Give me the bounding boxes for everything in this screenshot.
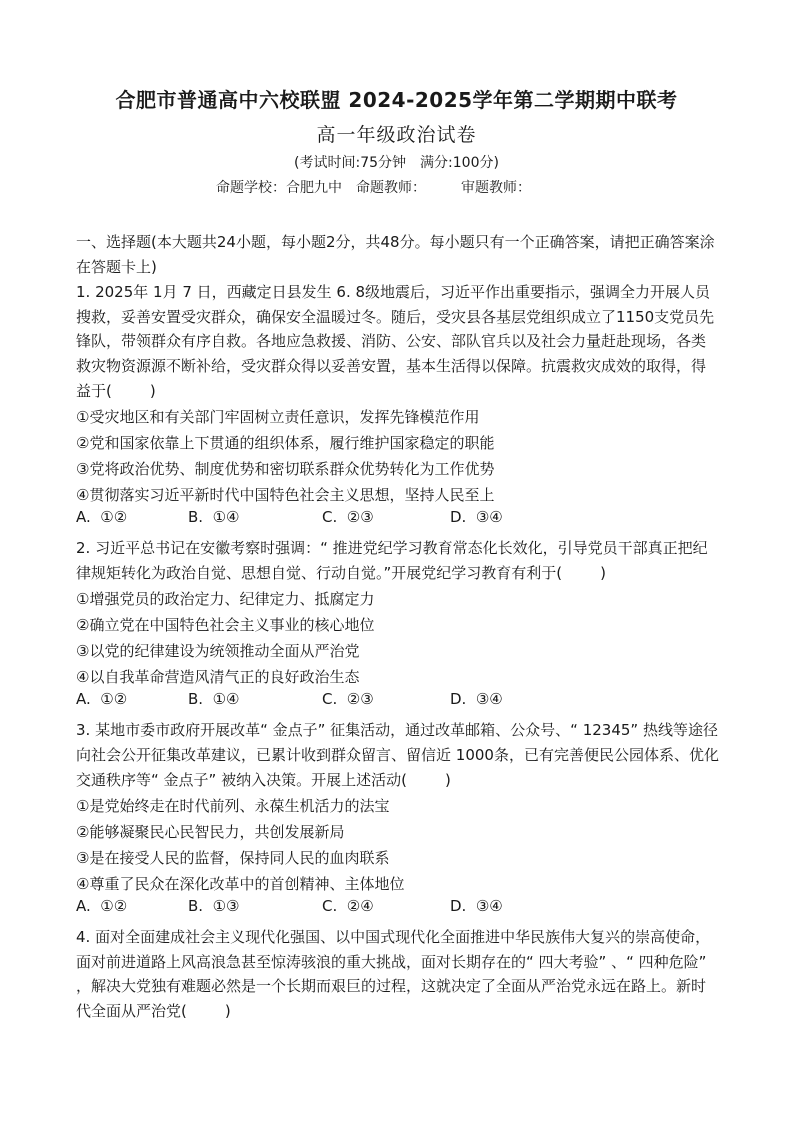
question-stem-text: 4. 面对全面建成社会主义现代化强国、以中国式现代化全面推进中华民族伟大复兴的崇高使命，面对前进道路上风高浪急甚至惊涛骇浪的重大挑战，面对长期存在的“ 四大考验” 、“ 四种危险” ，解决大党独有难题必然是一个长期而艰巨的过程，这就决定了全面从严治党永远在路上。新时代全面从严治党( [76, 928, 711, 1020]
choice-a: A. ①② [76, 897, 128, 916]
statement-option: ③党将政治优势、制度优势和密切联系群众优势转化为工作优势 [76, 460, 495, 479]
question-stem [76, 718, 720, 792]
question-stem-text: 3. 某地市委市政府开展改革“ 金点子” 征集活动，通过改革邮箱、公众号、“ 12345” 热线等途径向社会公开征集改革建议，已累计收到群众留言、留信近 1000条，已有完善便民公园体系、优化交通秩序等“ 金点子” 被纳入决策。开展上述活动( [76, 721, 719, 789]
question-stem-text: 1. 2025年 1月 7 日，西藏定日县发生 6. 8级地震后，习近平作出重要指示，强调全力开展人员搜救，妥善安置受灾群众，确保安全温暖过冬。随后，受灾县各基层党组织成立了1150支党员先锋队，带领群众有序自救。各地应急救援、消防、公安、部队官兵以及社会力量赶赴现场，各类救灾物资源源不断补给，受灾群众得以妥善安置，基本生活得以保障。抗震救灾成效的取得，得益于( [76, 283, 715, 400]
exam-content [76, 230, 720, 1024]
question-stem [76, 280, 720, 403]
choice-d: D. ③④ [450, 690, 503, 709]
choice-b: B. ①③ [188, 897, 240, 916]
answer-choices [76, 689, 720, 709]
statement-option: ①受灾地区和有关部门牢固树立责任意识，发挥先锋模范作用 [76, 408, 480, 427]
statement-option: ②确立党在中国特色社会主义事业的核心地位 [76, 616, 375, 635]
exam-title: 合肥市普通高中六校联盟 2024-2025学年第二学期期中联考 [115, 88, 678, 112]
choice-a: A. ①② [76, 690, 128, 709]
statement-option: ③是在接受人民的监督，保持同人民的血肉联系 [76, 849, 390, 868]
section-heading: 一、选择题(本大题共24小题，每小题2分，共48分。每小题只有一个正确答案，请把正确答案涂在答题卡上) [76, 233, 715, 276]
question-stem-text: 2. 习近平总书记在安徽考察时强调：“ 推进党纪学习教育常态化长效化，引导党员干部真正把纪律规矩转化为政治自觉、思想自觉、行动自觉。”开展党纪学习教育有利于( [76, 539, 708, 582]
question-3 [76, 718, 720, 916]
statement-option: ①是党始终走在时代前列、永葆生机活力的法宝 [76, 797, 390, 816]
question-stem-end: ) [444, 770, 451, 789]
statement-option: ④尊重了民众在深化改革中的首创精神、主体地位 [76, 875, 405, 894]
statement-option: ①增强党员的政治定力、纪律定力、抵腐定力 [76, 590, 375, 609]
choice-c: C. ②③ [322, 508, 374, 527]
question-1 [76, 280, 720, 527]
question-stem [76, 536, 720, 585]
statement-option: ③以党的纪律建设为统领推动全面从严治党 [76, 642, 360, 661]
choice-b: B. ①④ [188, 508, 240, 527]
statement-option: ②能够凝聚民心民智民力，共创发展新局 [76, 823, 345, 842]
choice-c: C. ②④ [322, 897, 374, 916]
question-stem [76, 925, 720, 1023]
question-stem-end: ) [149, 381, 156, 400]
statement-option: ④以自我革命营造风清气正的良好政治生态 [76, 668, 360, 687]
question-stem-end: ) [600, 563, 606, 582]
choice-c: C. ②③ [322, 690, 374, 709]
answer-choices [76, 507, 720, 527]
choice-a: A. ①② [76, 508, 128, 527]
question-stem-end: ) [224, 1001, 231, 1020]
question-4 [76, 925, 720, 1023]
exam-time-score: (考试时间:75分钟 满分:100分) [294, 155, 499, 171]
choice-b: B. ①④ [188, 690, 240, 709]
choice-d: D. ③④ [450, 897, 503, 916]
exam-makers: 命题学校：合肥九中 命题教师： 审题教师： [216, 180, 531, 196]
statement-option: ④贯彻落实习近平新时代中国特色社会主义思想，坚持人民至上 [76, 486, 495, 505]
question-2 [76, 536, 720, 709]
answer-choices [76, 896, 720, 916]
choice-d: D. ③④ [450, 508, 503, 527]
exam-subtitle: 高一年级政治试卷 [316, 124, 477, 146]
statement-option: ②党和国家依靠上下贯通的组织体系，履行维护国家稳定的职能 [76, 434, 495, 453]
